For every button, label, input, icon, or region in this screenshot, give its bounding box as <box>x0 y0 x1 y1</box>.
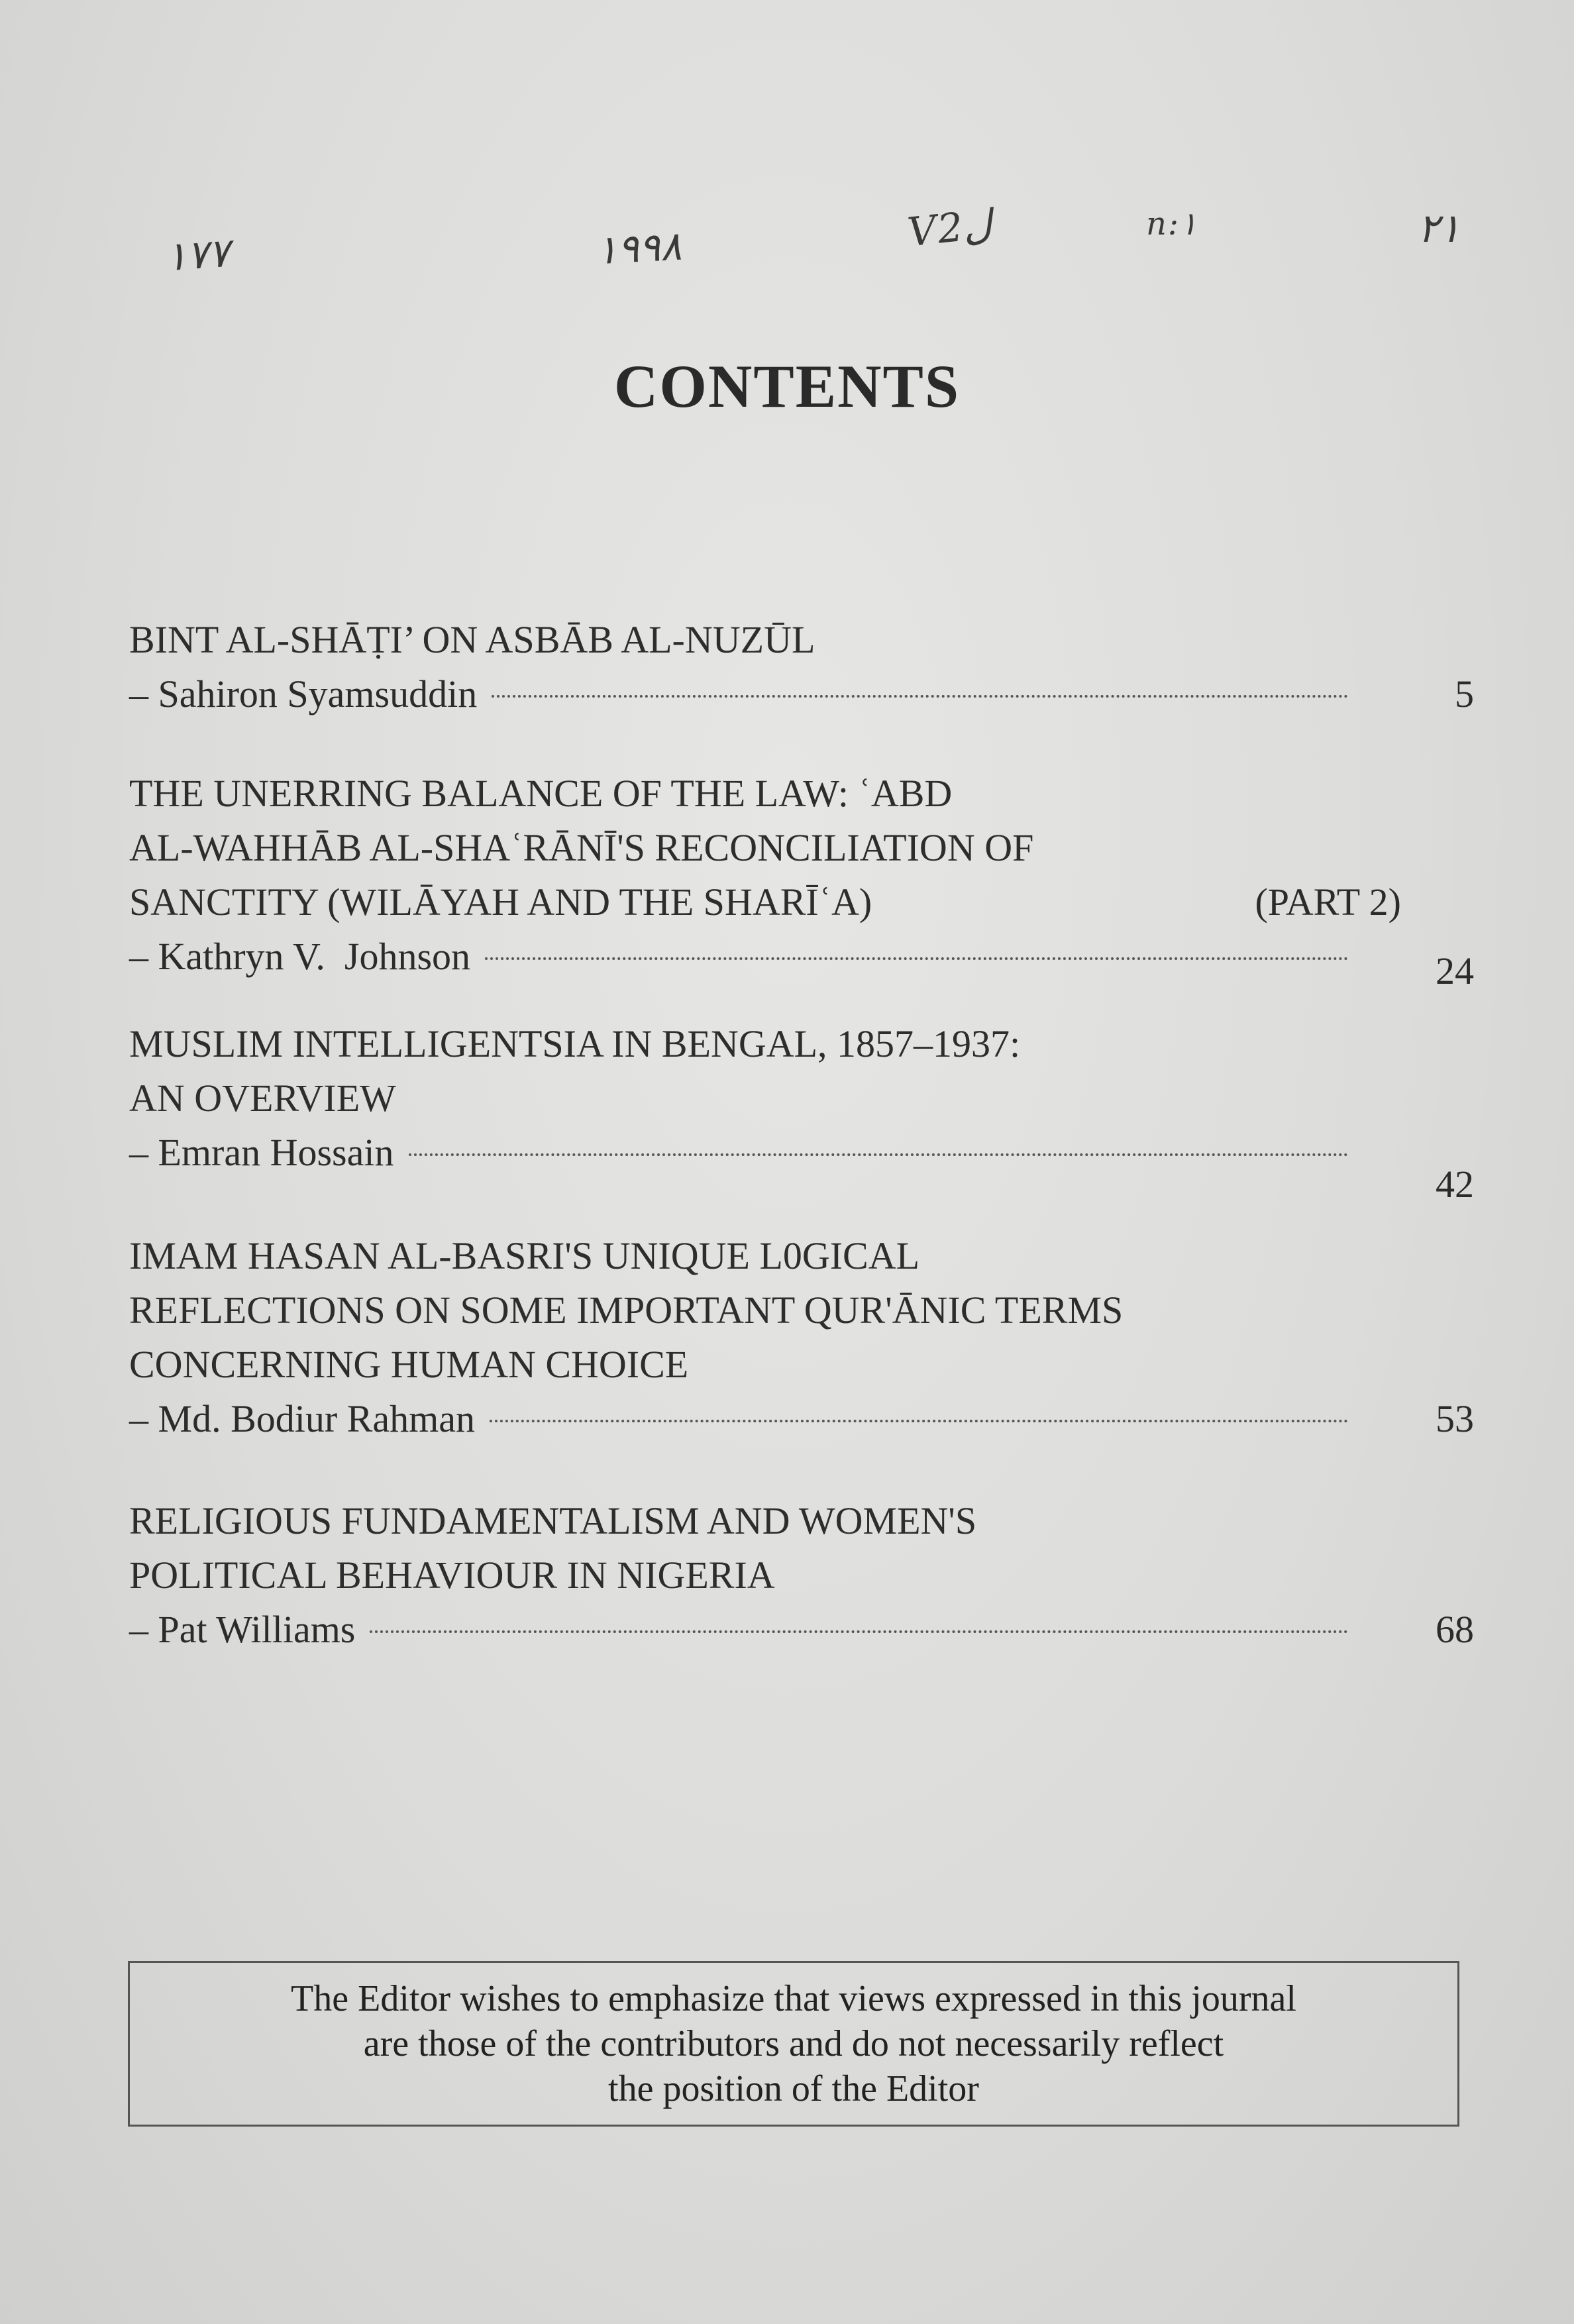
page-number: 53 <box>1436 1397 1474 1440</box>
toc-entry <box>129 1494 1474 1657</box>
page-title: CONTENTS <box>613 352 961 420</box>
article-title-line: CONCERNING HUMAN CHOICE <box>129 1343 689 1386</box>
article-title-line: SANCTITY (WILĀYAH AND THE SHARĪʿA) <box>129 880 872 924</box>
author-row <box>129 667 1474 721</box>
disclaimer-line: The Editor wishes to emphasize that views expressed in this journal <box>291 1978 1296 2019</box>
handwritten-note: Vل2 <box>905 201 994 256</box>
toc-entry <box>129 766 1474 992</box>
article-title-line: AL-WAHHĀB AL-SHAʿRĀNĪ'S RECONCILIATION OF <box>129 826 1034 869</box>
dot-leader <box>370 1630 1348 1633</box>
article-part: (PART 2) <box>1255 880 1401 924</box>
disclaimer-line: are those of the contributors and do not necessarily reflect <box>363 2023 1224 2064</box>
page-number: 24 <box>1436 949 1474 992</box>
toc-entry <box>129 1017 1474 1206</box>
article-title-line: REFLECTIONS ON SOME IMPORTANT QUR'ĀNIC TERMS <box>129 1289 1124 1332</box>
disclaimer-line: the position of the Editor <box>608 2068 979 2109</box>
article-title-line: AN OVERVIEW <box>129 1077 396 1120</box>
dot-leader <box>492 695 1348 698</box>
handwritten-note: ١٧٧ <box>164 229 232 281</box>
author-row <box>129 929 1474 992</box>
handwritten-note: ٢١ <box>1418 205 1461 252</box>
article-title-line: POLITICAL BEHAVIOUR IN NIGERIA <box>129 1554 775 1597</box>
editor-disclaimer-box <box>128 1961 1459 2127</box>
title-row <box>129 875 1474 929</box>
dot-leader <box>409 1153 1349 1156</box>
article-author: – Kathryn V. Johnson <box>129 935 471 978</box>
handwritten-note: n:١ <box>1146 205 1197 242</box>
author-row <box>129 1126 1474 1206</box>
article-author: – Sahiron Syamsuddin <box>129 672 478 715</box>
page-number: 5 <box>1455 672 1474 715</box>
article-title-line: MUSLIM INTELLIGENTSIA IN BENGAL, 1857–1937: <box>129 1022 1021 1065</box>
article-title-line: IMAM HASAN AL-BASRI'S UNIQUE L0GICAL <box>129 1234 920 1277</box>
author-row <box>129 1392 1474 1446</box>
article-title: BINT AL-SHĀṬI’ ON ASBĀB AL-NUZŪL <box>129 618 815 661</box>
page-number: 42 <box>1436 1163 1474 1206</box>
article-author: – Emran Hossain <box>129 1131 394 1174</box>
article-author: – Pat Williams <box>129 1608 356 1651</box>
dot-leader <box>485 957 1348 960</box>
toc-entry <box>129 1229 1474 1446</box>
article-title-line: RELIGIOUS FUNDAMENTALISM AND WOMEN'S <box>129 1499 977 1542</box>
author-row <box>129 1603 1474 1657</box>
page-number: 68 <box>1436 1608 1474 1651</box>
toc-entry <box>129 613 1474 721</box>
article-title-line: THE UNERRING BALANCE OF THE LAW: ʿABD <box>129 772 953 815</box>
handwritten-note: ١٩٩٨ <box>595 223 683 274</box>
dot-leader <box>490 1420 1348 1422</box>
handwritten-annotations <box>0 201 1574 285</box>
article-author: – Md. Bodiur Rahman <box>129 1397 475 1440</box>
